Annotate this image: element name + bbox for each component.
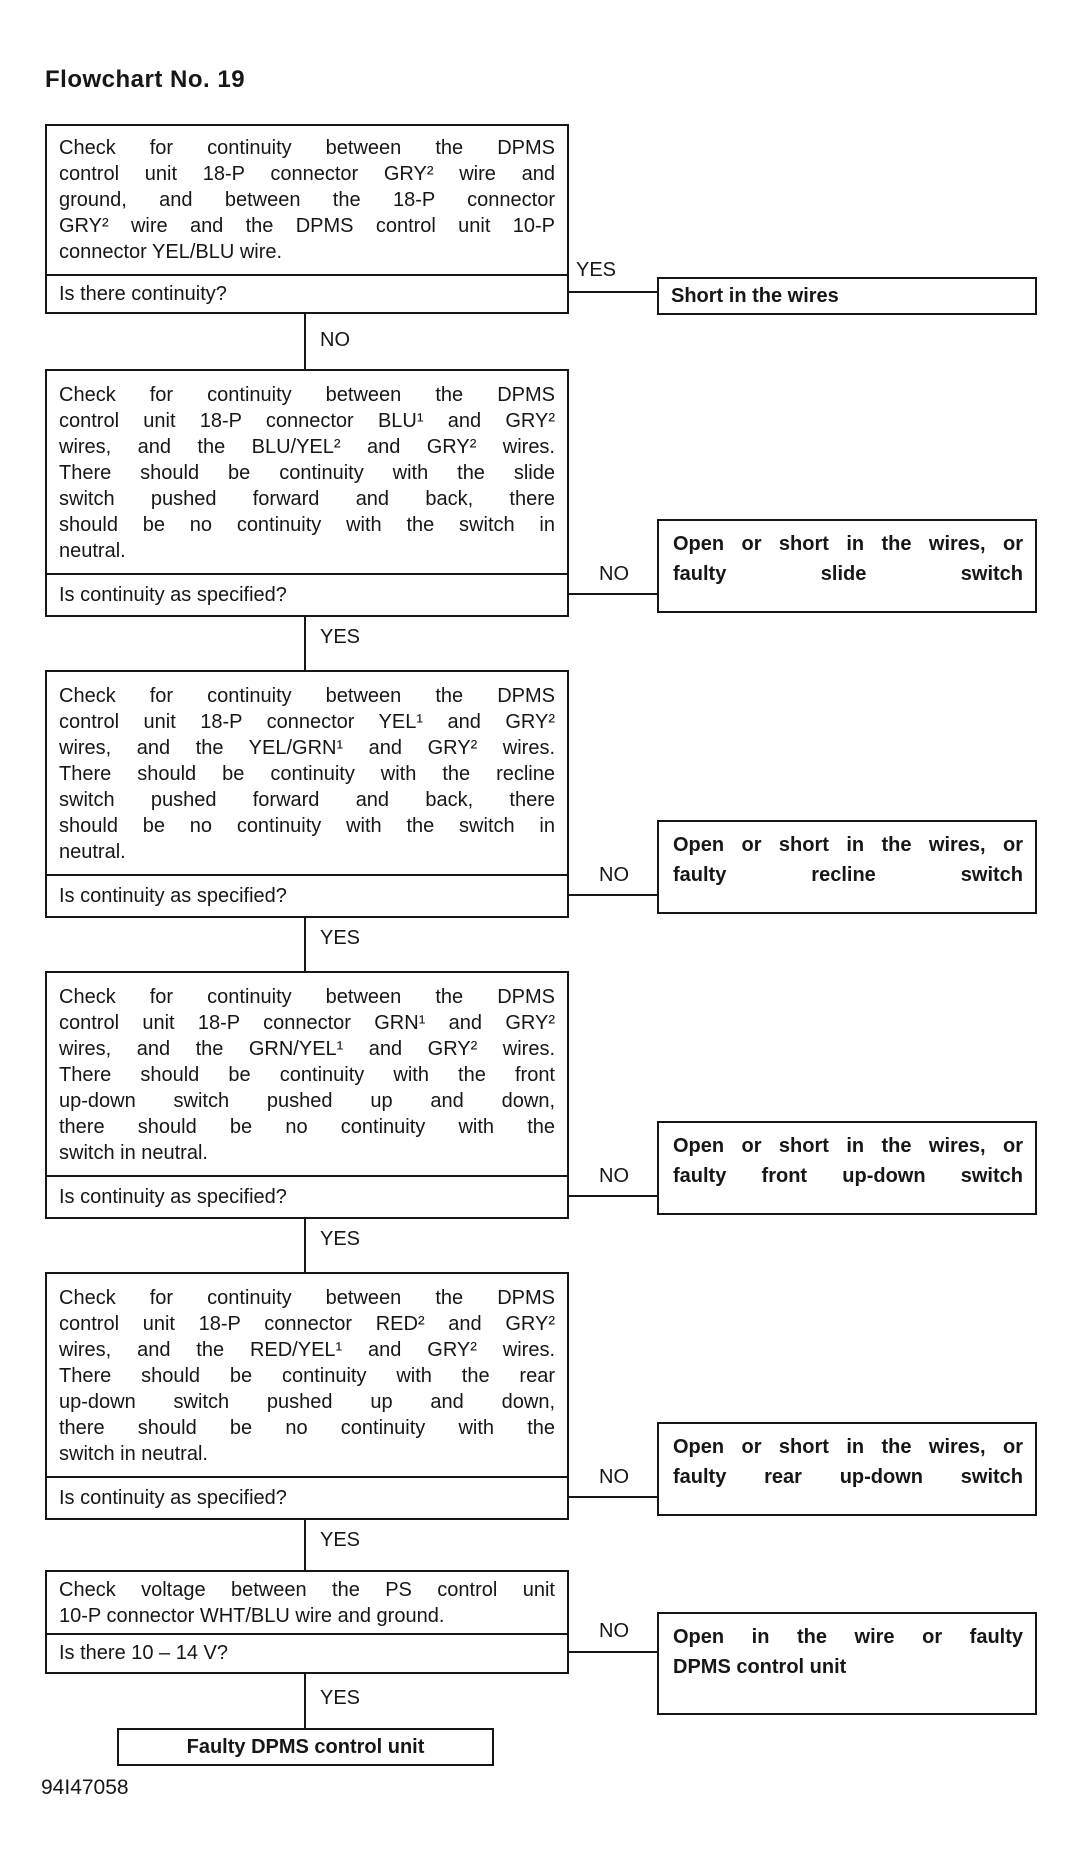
step-1-check-box [45,124,569,314]
step-2-down-label: YES [320,626,361,648]
flowchart-title: Flowchart No. 19 [45,66,246,93]
connector-line [304,1520,306,1570]
step-3-result-box: Open or short in the wires, or faulty recline switch [657,820,1037,914]
step-5-side-label: NO [599,1466,629,1488]
step-3-down-label: YES [320,927,361,949]
step-3-side-label: NO [599,864,629,886]
step-6-question: Is there 10 – 14 V? [59,1642,229,1664]
step-4-side-label: NO [599,1165,629,1187]
connector-line [569,1195,657,1197]
step-2-instruction: Check for continuity between the DPMS control unit 18-P connector BLU¹ and GRY² wires, and the BLU/YEL² and GRY² wires. There should be continuity with the slide switch pushed forward and back, there should be no continuity with the switch in neutral. [47,371,567,575]
step-6-result-box: Open in the wire or faulty DPMS control unit [657,1612,1037,1715]
step-1-down-label: NO [320,329,350,351]
step-5-check-box [45,1272,569,1520]
step-4-instruction: Check for continuity between the DPMS control unit 18-P connector GRN¹ and GRY² wires, and the GRN/YEL¹ and GRY² wires. There should be continuity with the front up-down switch pushed up and down, there should be no continuity with the switch in neutral. [47,973,567,1177]
step-5-down-label: YES [320,1529,361,1551]
step-2-check-box [45,369,569,617]
step-4-result-box: Open or short in the wires, or faulty front up-down switch [657,1121,1037,1215]
connector-line [569,291,657,293]
connector-line [304,312,306,369]
step-4-question: Is continuity as specified? [59,1185,287,1208]
connector-line [569,894,657,896]
connector-line [569,1496,657,1498]
step-6-check-box [45,1570,569,1674]
step-4-down-label: YES [320,1228,361,1250]
step-1-side-label: YES [576,259,617,281]
connector-line [304,1674,306,1728]
step-1-instruction: Check for continuity between the DPMS control unit 18-P connector GRY² wire and ground, and between the 18-P connector GRY² wire and the DPMS control unit 10-P connector YEL/BLU wire. [47,126,567,276]
step-6-instruction: Check voltage between the PS control unit 10-P connector WHT/BLU wire and ground. [47,1572,567,1635]
document-code: 94I47058 [41,1776,129,1799]
connector-line [304,617,306,670]
final-result-box: Faulty DPMS control unit [117,1728,494,1766]
connector-line [304,1219,306,1272]
step-6-down-label: YES [320,1687,361,1709]
connector-line [569,1651,657,1653]
step-3-question: Is continuity as specified? [59,884,287,907]
connector-line [304,918,306,971]
step-5-result-box: Open or short in the wires, or faulty rear up-down switch [657,1422,1037,1516]
step-3-check-box [45,670,569,918]
step-2-result-box: Open or short in the wires, or faulty slide switch [657,519,1037,613]
step-2-side-label: NO [599,563,629,585]
connector-line [569,593,657,595]
step-2-question: Is continuity as specified? [59,583,287,606]
step-6-side-label: NO [599,1620,629,1642]
step-3-instruction: Check for continuity between the DPMS control unit 18-P connector YEL¹ and GRY² wires, and the YEL/GRN¹ and GRY² wires. There should be continuity with the recline switch pushed forward and back, there should be no continuity with the switch in neutral. [47,672,567,876]
step-4-check-box [45,971,569,1219]
step-1-result-box: Short in the wires [657,277,1037,315]
step-5-question: Is continuity as specified? [59,1486,287,1509]
step-5-instruction: Check for continuity between the DPMS control unit 18-P connector RED² and GRY² wires, and the RED/YEL¹ and GRY² wires. There should be continuity with the rear up-down switch pushed up and down, there should be no continuity with the switch in neutral. [47,1274,567,1478]
step-1-question: Is there continuity? [59,282,227,305]
